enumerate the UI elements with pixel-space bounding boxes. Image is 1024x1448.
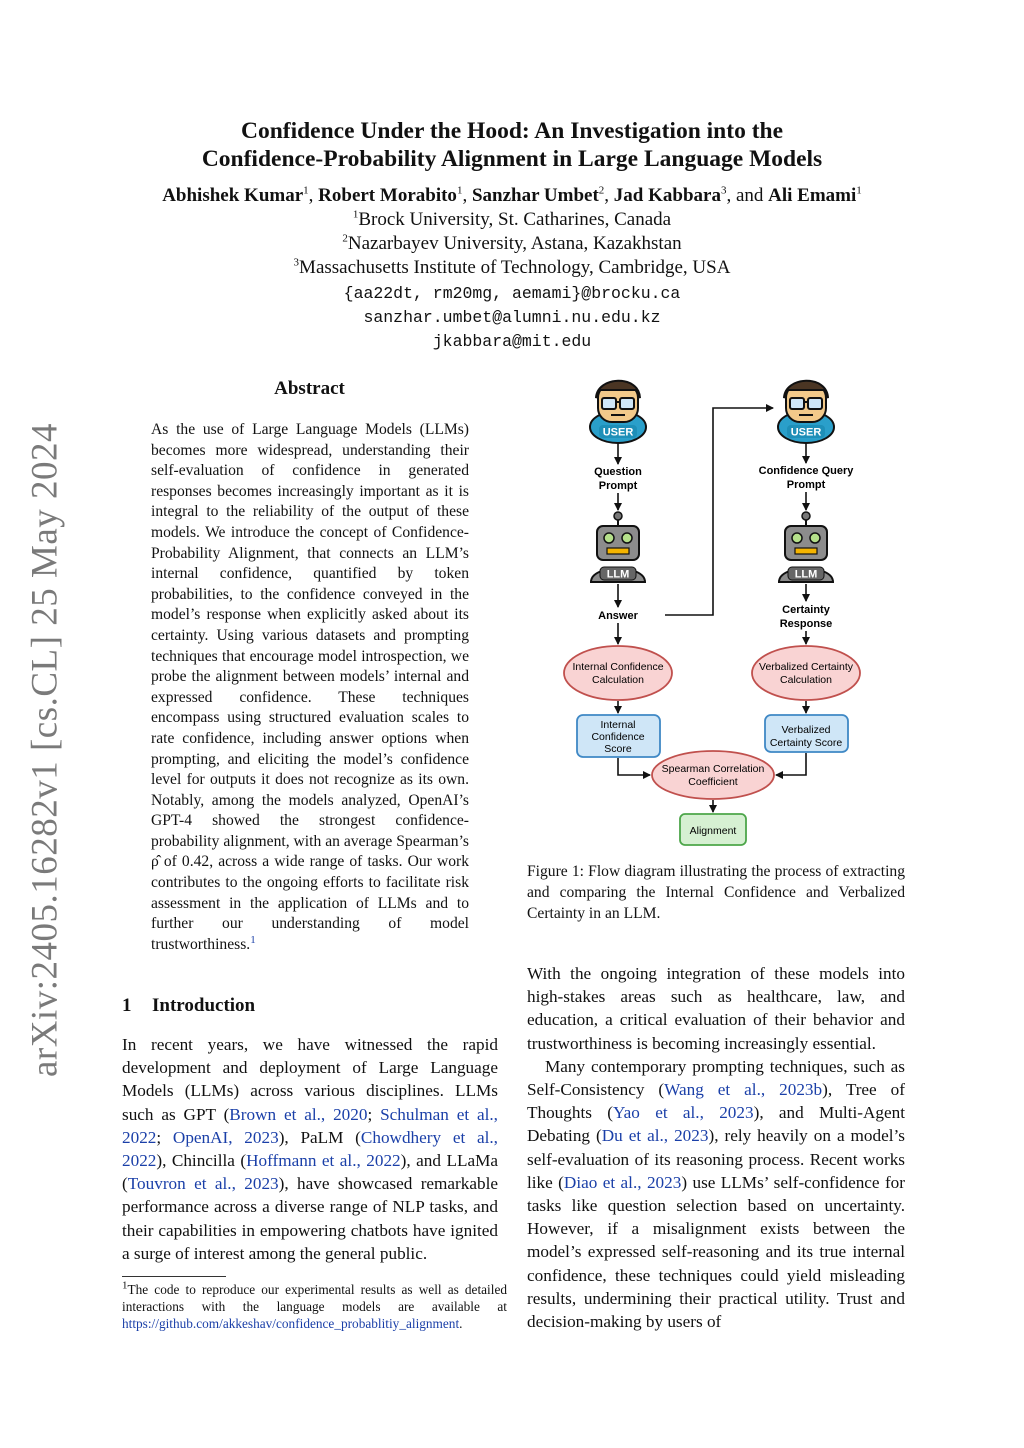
author-list: Abhishek Kumar$^1$, Robert Morabito$^1$, Sanzhar Umbet$^2$, Jad Kabbara$^3$, and Ali Emami$^1$ [162,184,862,206]
footnote-rule [122,1276,226,1277]
verbalized-certainty-calculation [752,646,860,700]
footnote-end: . [459,1316,463,1331]
verbal-score-line1: Verbalized [781,724,831,736]
verbal-calc-line1: Verbalized Certainty [759,661,853,673]
right-text-d: ), rely heavily on a model’s self-evaluation of its reasoning process. Recent works like ( [527,1126,905,1192]
intro-text-c: ), Chincilla ( [156,1151,247,1171]
title-line-2: Confidence-Probability Alignment in Large Language Models [201,146,823,172]
right-paragraph-1: With the ongoing integration of these models into high-stakes areas such as healthcare, law, and education, a critical evaluation of their behavior and trustworthiness is becoming increasingly essential. [527,964,905,1053]
question-prompt-line2: Prompt [598,480,638,492]
certainty-line1: Certainty [782,604,830,616]
spearman-line2: Coefficient [688,776,738,788]
author-4-sup: 3 [720,184,727,197]
internal-score-line1: Internal [600,719,636,731]
user-label-left: USER [602,426,634,439]
author-5-sup: 1 [856,184,862,197]
author-3: Sanzhar Umbet [471,185,599,206]
section-number: 1 [122,995,132,1016]
citation-openai[interactable]: OpenAI, 2023 [172,1127,279,1147]
right-text-e: ) use LLMs’ self-confidence for tasks like question selection based on uncertainty. However, if a misalignment exists between the model’s expressed self-reasoning and its true internal confidence, these techniques could yield misleading results, undermining their practical utility. Trust and decision-making by users of [527,1172,906,1332]
citation-touvron[interactable]: Touvron et al., 2023 [127,1174,279,1194]
right-column-text [527,962,905,1333]
affiliation-2-text: Nazarbayev University, Astana, Kazakhstan [347,233,682,254]
abstract-footnote-mark[interactable]: 1 [250,933,256,946]
verbal-score-line2: Certainty Score [769,737,843,749]
llm-label-left: LLM [606,568,630,581]
author-1-sup: 1 [303,184,309,197]
intro-sep-1: ; [367,1104,381,1124]
section-title: Introduction [152,995,256,1016]
answer-label: Answer [598,610,638,622]
affiliation-2-sup: 2 [342,232,348,245]
footnote-link[interactable]: https://github.com/akkeshav/confidence_probablitiy_alignment [122,1316,460,1331]
affiliation-3-sup: 3 [293,256,300,269]
affiliation-3 [100,256,924,280]
intro-text-d: ), and LLaMa ( [122,1151,498,1194]
citation-wang[interactable]: Wang et al., 2023b [664,1080,823,1100]
citation-du[interactable]: Du et al., 2023 [601,1126,709,1146]
arxiv-id: arXiv:2405.16282v1 [cs.CL] 25 May 2024 [24,422,66,1078]
question-prompt-line1: Question [594,466,642,478]
intro-text-b: ), PaLM ( [278,1127,361,1147]
author-and: and [735,185,764,206]
internal-calc-line2: Calculation [592,674,644,686]
internal-score-line2: Confidence [591,731,645,743]
right-text-b: ), Tree of Thoughts ( [527,1080,905,1123]
llm-label-right: LLM [794,568,818,581]
citation-yao[interactable]: Yao et al., 2023 [612,1103,754,1123]
spearman-correlation-node [652,751,774,799]
footnote [122,1281,507,1332]
figure-caption: Figure 1: Flow diagram illustrating the process of extracting and comparing the Internal Confidence and Verbalized Certainty in an LLM. [527,863,905,922]
citation-diao[interactable]: Diao et al., 2023 [563,1172,682,1192]
email-1: {aa22dt, rm20mg, aemami}@brocku.ca [343,284,681,303]
intro-text-e: ), have showcased remarkable performance across a diverse range of NLP tasks, and their capabilities in empowering chatbots have ignited a surge of interest among the general public. [122,1174,498,1263]
author-2: Robert Morabito [318,185,457,206]
affiliation-1 [100,208,924,232]
arxiv-sidebar [10,422,80,1078]
intro-sep-2: ; [156,1127,173,1147]
internal-score-line3: Score [604,743,632,755]
confidence-query-line2: Prompt [786,479,826,491]
author-1: Abhishek Kumar [162,185,304,206]
spearman-line1: Spearman Correlation [661,763,765,775]
intro-paragraph [122,1033,498,1265]
section-heading [122,995,255,1017]
email-3: jkabbara@mit.edu [432,332,592,351]
verbal-calc-line2: Calculation [780,674,832,686]
footnote-mark: 1 [122,1279,128,1292]
affiliation-3-text: Massachusetts Institute of Technology, Cambridge, USA [299,257,731,278]
abstract-heading: Abstract [274,378,345,399]
affiliation-2 [100,232,924,256]
author-4: Jad Kabbara [613,185,721,206]
internal-calc-line1: Internal Confidence [572,661,664,673]
right-text-a: Many contemporary prompting techniques, such as Self-Consistency ( [527,1056,905,1100]
certainty-line2: Response [779,618,833,630]
abstract-body [151,420,469,955]
right-text-c: ), and Multi-Agent Debating ( [527,1103,905,1146]
right-paragraph-2 [527,1055,905,1333]
author-5: Ali Emami [768,185,857,206]
citation-hoffmann[interactable]: Hoffmann et al., 2022 [246,1151,401,1171]
email-2: sanzhar.umbet@alumni.nu.edu.kz [363,308,661,327]
confidence-query-line1: Confidence Query [758,465,854,477]
citation-chowdhery[interactable]: Chowdhery et al., 2022 [122,1127,498,1171]
internal-confidence-calculation [564,646,672,700]
affiliation-1-text: Brock University, St. Catharines, Canada [358,209,672,230]
user-label-right: USER [790,426,822,439]
flow-diagram [527,372,907,852]
abstract-text: As the use of Large Language Models (LLMs) becomes more widespread, understanding their self-evaluation of confidence in generated responses becomes increasingly important as it is integral to the reliability of the output of these models. We introduce the concept of Confidence-Probability Alignment, that connects an LLM’s internal confidence, quantified by token probabilities, to the confidence conveyed in the model’s response when explicitly asked about its certainty. Using various datasets and prompting techniques that encourage model introspection, we probe the alignment between models’ internal and expressed confidence. These techniques encompass using structured evaluation scales to rate confidence, including answer options when prompting, and eliciting the model’s confidence level for outputs it does not recognize as its own. Notably, among the models analyzed, OpenAI’s GPT-4 showed the strongest confidence-probability alignment, with an average Spearman’s ρ̂ of 0.42, across a wide range of tasks. Our work contributes to the ongoing efforts to facilitate risk assessment in the application of LLMs and to further our understanding of model trustworthiness. [151,421,469,953]
citation-brown[interactable]: Brown et al., 2020 [229,1104,368,1124]
paper-title [100,117,924,173]
alignment-label: Alignment [689,825,737,837]
answer-to-user-arrow [665,408,773,615]
author-3-sup: 2 [598,184,605,197]
affiliation-1-sup: 1 [352,208,359,221]
citation-schulman[interactable]: Schulman et al., 2022 [122,1104,498,1147]
author-2-sup: 1 [456,184,463,197]
footnote-text: The code to reproduce our experimental results as well as detailed interactions with the language models are available at [122,1282,507,1314]
intro-text-a: In recent years, we have witnessed the rapid development and deployment of Large Language Models (LLMs) across various disciplines. LLMs such as GPT ( [122,1035,498,1124]
title-line-1: Confidence Under the Hood: An Investigation into the [240,118,784,144]
